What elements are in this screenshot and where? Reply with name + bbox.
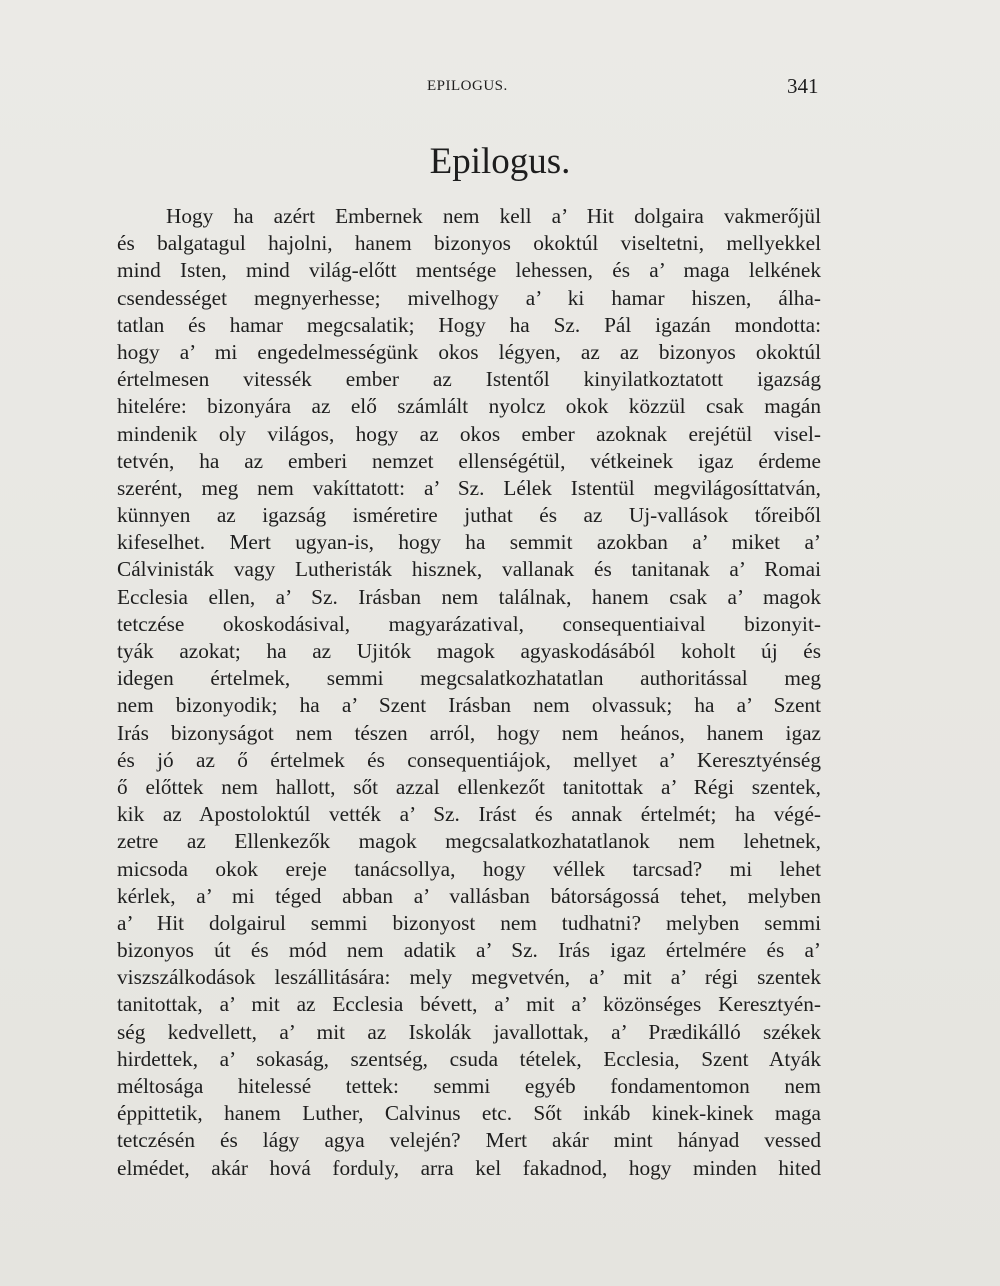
text-line: micsoda okok ereje tanácsollya, hogy véllek tarcsad? mi lehet: [117, 856, 821, 881]
text-line: kik az Apostoloktúl vették a’ Sz. Irást és annak értelmét; ha végé-: [117, 802, 821, 827]
text-line: ő előttek nem hallott, sőt azzal ellenkezőt tanitottak a’ Régi szentek,: [117, 774, 821, 799]
running-head: EPILOGUS.: [427, 78, 508, 94]
text-line: tyák azokat; ha az Ujitók magok agyaskodásából koholt új és: [117, 639, 821, 663]
text-line: hitelére: bizonyára az elő számlált nyolcz okok közzül csak magán: [117, 394, 821, 419]
text-line: zetre az Ellenkezők magok megcsalatkozhatatlanok nem lehetnek,: [117, 829, 821, 854]
text-line: mind Isten, mind világ-előtt mentsége lehessen, és a’ maga lelkének: [117, 258, 821, 283]
text-line: hogy a’ mi engedelmességünk okos légyen, az az bizonyos okoktúl: [117, 339, 821, 364]
text-line: tetczése okoskodásival, magyarázatival, consequentiaival bizonyit-: [117, 611, 821, 636]
text-line: ség kedvellett, a’ mit az Iskolák javallottak, a’ Prædikálló székek: [117, 1019, 821, 1044]
text-line: és balgatagul hajolni, hanem bizonyos okoktúl viseltetni, mellyekkel: [117, 231, 821, 256]
text-line: tanitottak, a’ mit az Ecclesia bévett, a’ mit a’ közönséges Keresztyén-: [117, 992, 821, 1017]
text-line: éppittetik, hanem Luther, Calvinus etc. Sőt inkáb kinek-kinek maga: [117, 1101, 821, 1126]
text-line: bizonyos út és mód nem adatik a’ Sz. Irás igaz értelmére és a’: [117, 938, 821, 963]
text-line: csendességet megnyerhesse; mivelhogy a’ ki hamar hiszen, álha-: [117, 285, 821, 310]
text-line: Hogy ha azért Embernek nem kell a’ Hit dolgaira vakmerőjül: [166, 204, 821, 228]
text-line: és jó az ő értelmek és consequentiájok, mellyet a’ Keresztyénség: [117, 747, 821, 772]
text-line: értelmesen vitessék ember az Istentől kinyilatkoztatott igazság: [117, 367, 821, 392]
text-line: hirdettek, a’ sokaság, szentség, csuda tételek, Ecclesia, Szent Atyák: [117, 1046, 821, 1071]
text-line: Ecclesia ellen, a’ Sz. Irásban nem találnak, hanem csak a’ magok: [117, 584, 821, 609]
text-line: tetczésén és lágy agya velején? Mert akár mint hányad vessed: [117, 1128, 821, 1153]
text-line: nem bizonyodik; ha a’ Szent Irásban nem olvassuk; ha a’ Szent: [117, 693, 821, 718]
text-line: a’ Hit dolgairul semmi bizonyost nem tudhatni? melyben semmi: [117, 910, 821, 935]
text-line: kifeselhet. Mert ugyan-is, hogy ha semmit azokban a’ miket a’: [117, 530, 821, 555]
chapter-title: Epilogus.: [429, 141, 571, 182]
page-number: 341: [787, 74, 819, 98]
text-line: Cálvinisták vagy Lutheristák hisznek, vallanak és tanitanak a’ Romai: [117, 557, 821, 582]
text-line: elmédet, akár hová forduly, arra kel fakadnod, hogy minden hited: [117, 1155, 821, 1180]
text-line: méltosága hitelessé tettek: semmi egyéb fondamentomon nem: [117, 1074, 821, 1098]
body-paragraph: [117, 203, 821, 1182]
text-line: tatlan és hamar megcsalatik; Hogy ha Sz. Pál igazán mondotta:: [117, 312, 821, 337]
text-line: Irás bizonyságot nem tészen arról, hogy nem heános, hanem igaz: [117, 720, 821, 745]
page-header: [0, 74, 1000, 98]
text-line: künnyen az igazság isméretire juthat és az Uj-vallások tőreiből: [117, 503, 821, 528]
text-line: mindenik oly világos, hogy az okos ember azoknak erejétül visel-: [117, 421, 821, 446]
text-line: szerént, meg nem vakíttatott: a’ Sz. Lélek Istentül megvilágosíttatván,: [117, 475, 821, 500]
text-line: tetvén, ha az emberi nemzet ellenségétül, vétkeinek igaz érdeme: [117, 448, 821, 473]
text-line: kérlek, a’ mi téged abban a’ vallásban bátorságossá tehet, melyben: [117, 883, 821, 908]
text-line: idegen értelmek, semmi megcsalatkozhatatlan authoritással meg: [117, 666, 821, 691]
text-line: viszszálkodások leszállitására: mely megvetvén, a’ mit a’ régi szentek: [117, 965, 821, 990]
